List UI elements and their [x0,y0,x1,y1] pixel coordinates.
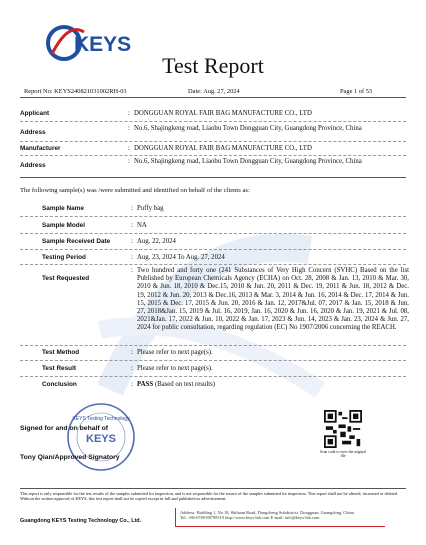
footer-accent-line [175,526,385,527]
row-divider [20,345,406,346]
seal-top-text: KEYS Testing Technology [72,416,130,422]
intro-text: The following sample(s) was /were submitted and identified on behalf of the clients as: [20,187,250,194]
row-divider [20,360,406,361]
footer-accent-bar [175,508,176,526]
test-method-label: Test Method [42,349,80,356]
row-divider [20,155,406,156]
footer-contact: Tel: +86-0769-89798319 http://www.keys-lab.com E-mail: info@keys-lab.com [180,515,320,521]
row-divider [20,233,406,234]
applicant-value: DONGGUAN ROYAL FAIR BAG MANUFACTURE CO., LTD [134,110,312,117]
colon: : [128,145,130,152]
address-label: Address [20,129,46,136]
header-rule [20,97,406,98]
footer-rule [20,488,406,489]
address-label: Address [20,162,46,169]
colon: : [131,238,133,245]
row-divider [20,376,406,377]
colon: : [131,349,133,356]
test-requested-value: Two hundred and forty one (241 Substances of Very High Concern (SVHC) Based on the list Published by European Chemicals Agency (ECHA) on Oct. 28, 2008 & Jan. 13, 2010 & Mar. 30, 2010 & Jun. 18, 2010 & Dec.15, 2010 & Jun. 20, 2011 & Dec. 19, 2011 & Jun. 18, 2012 & Dec. 19, 2012 & Jun. 20, 2013 & Dec.16, 2013 & Mar. 3, 2014 & Jun. 16, 2014 & Dec. 17, 2014 & Jun. 15, 2015 & Dec. 17, 2015 & Jun. 20, 2016 & Jan. 12, 2017&Jul. 07, 2017 & Jan. 15, 2018 & Jun. 27, 2018&Jan. 15, 2019 & Jul. 16, 2019, Jan. 16, 2020 & Jun. 16, 2020 & Jan. 19, 2021 & Jul. 08, 2021&Jan. 17, 2022 & Jun. 10, 2022 & Jan. 17, 2023 & Jun. 14, 2023 & Jan. 23, 2024 & Jun. 27, 2024 for public consultation, regarding regulation (EC) No 1907/2006 concerning the REACH. [137,267,409,332]
applicant-label: Applicant [20,110,50,117]
conclusion-pass: PASS [137,381,154,388]
colon: : [128,158,130,165]
conclusion-label: Conclusion [42,381,77,388]
seal-mid-text: KEYS [86,433,116,445]
footer-address-block [180,510,380,520]
colon: : [131,365,133,372]
received-date-value: Aug. 22, 2024 [137,238,176,245]
sample-model-label: Sample Model [42,222,85,229]
received-date-label: Sample Received Date [42,238,111,245]
logo-text: KEYS [74,33,132,56]
report-date: Date: Aug. 27, 2024 [188,88,240,95]
colon: : [128,110,130,117]
address-value: No.6, Shajingkeng road, Liaobu Town Dongguan City, Guangdong Province, China [134,125,362,132]
colon: : [128,125,130,132]
colon: : [131,222,133,229]
colon: : [131,381,133,388]
section-rule [20,177,406,178]
conclusion-value [137,381,409,389]
address-value: No.6, Shajingkeng road, Liaobu Town Dongguan City, Guangdong Province, China [134,158,362,165]
manufacturer-value: DONGGUAN ROYAL FAIR BAG MANUFACTURE CO., LTD [134,145,312,152]
footer-company: Guangdong KEYS Testing Technology Co., Ltd. [20,518,142,524]
sample-name-value: Puffy bag [137,205,164,212]
test-method-value: Please refer to next page(s). [137,349,213,356]
sample-model-value: NA [137,222,147,229]
row-divider [20,121,406,122]
row-divider [20,264,406,265]
test-requested-label: Test Requested [42,275,90,282]
test-result-value: Please refer to next page(s). [137,365,213,372]
signed-on-behalf: Signed for and on behalf of [20,425,108,432]
qr-caption: Scan code to view the original file [319,450,367,459]
testing-period-value: Aug. 23, 2024 To Aug. 27, 2024 [137,254,225,261]
colon: : [131,267,133,274]
footer-address: Address: Building 1, No.18, Shihuan Road, Dongcheng Subdistrict, Dongguan, Guangdong, China [180,510,354,515]
row-divider [20,249,406,250]
page-number: Page 1 of 53 [340,88,373,95]
manufacturer-label: Manufacturer [20,145,61,152]
colon: : [131,205,133,212]
company-seal-icon [64,400,138,474]
row-divider [20,141,406,142]
testing-period-label: Testing Period [42,254,86,261]
qr-code-icon [324,410,362,448]
page-title: Test Report [162,53,264,78]
sample-name-label: Sample Name [42,205,84,212]
colon: : [131,254,133,261]
conclusion-note: (Based on test results) [153,381,216,388]
test-result-label: Test Result [42,365,76,372]
approved-signatory: Tony Qian/Approved Signatory [20,454,120,461]
footer-disclaimer: This report is only responsible for the test results of the samples submitted for inspection, and is not responsible for the source of the samples submitted for inspection. This report shall not be altered, increased or deleted. Without the written approval of KEYS, this test report shall not be copied except in full and published as advertisement. [20,491,398,502]
report-number: Report No: KEYS240821031002RH-03 [24,88,127,95]
row-divider [20,216,406,217]
